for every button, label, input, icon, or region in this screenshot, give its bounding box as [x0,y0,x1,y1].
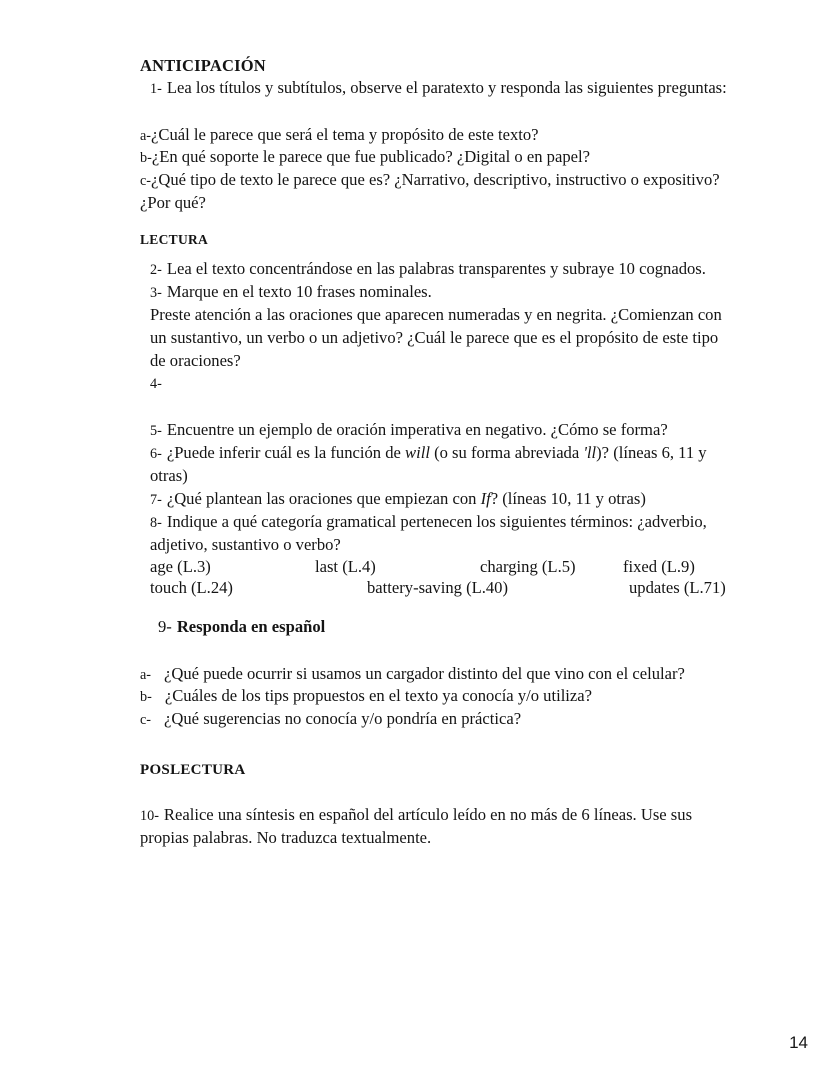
vocabulary-term: charging (L.5) [480,556,576,576]
spacer [140,639,732,663]
item-marker: 10- [140,807,159,824]
heading-poslectura: POSLECTURA [140,762,246,779]
vocabulary-term: fixed (L.9) [623,556,695,576]
item-text: ¿Cuál le parece que será el tema y propósito de este texto? [151,124,539,144]
item-marker: 2- [150,261,162,278]
item-emphasis-will: will [405,443,430,463]
item-emphasis-if: If [480,488,491,508]
lectura-item-8 [140,511,732,557]
spacer [140,215,732,232]
item-marker: 5- [150,423,162,440]
lectura-item-2 [140,258,732,281]
anticipacion-question-c [140,169,732,215]
vocabulary-term: touch (L.24) [150,577,233,597]
item-text: Realice una síntesis en español del artículo leído en no más de 6 líneas. Use sus propias palabras. No traduzca textualmente. [140,804,693,847]
item-text: Marque en el texto 10 frases nominales. [166,281,432,301]
vocabulary-term: last (L.4) [315,556,376,576]
item-marker: c- [140,173,152,190]
item-marker: 8- [150,514,162,531]
spacer [140,780,732,804]
item-marker: 9- [158,616,172,636]
responda-question-a [140,663,732,686]
lectura-item-4 [140,372,732,395]
spacer [140,249,732,258]
item-text-after: )? (líneas 6, 11 y otras) [150,443,707,486]
item-text: Responda en español [176,616,326,636]
anticipacion-intro [140,77,732,100]
item-text: Encuentre un ejemplo de oración imperativa en negativo. ¿Cómo se forma? [166,420,668,440]
document-body [140,56,732,850]
item-marker: c- [140,712,152,729]
anticipacion-question-a [140,124,732,147]
item-marker: 4- [150,376,162,393]
item-text: ¿Qué sugerencias no conocía y/o pondría en práctica? [164,709,522,729]
lectura-item-5 [140,419,732,442]
item-text: ¿Qué tipo de texto le parece que es? ¿Narrativo, descriptivo, instructivo o expositivo? ¿Por qué? [140,170,720,213]
item-text: Preste atención a las oraciones que aparecen numeradas y en negrita. ¿Comienzan con un sustantivo, un verbo o un adjetivo? ¿Cuál le parece que es el propósito de este tipo de oraciones? [150,304,722,370]
page-number: 14 [789,1033,808,1052]
vocabulary-row [140,557,732,578]
item-text-before: ¿Qué plantean las oraciones que empiezan con [166,488,481,508]
spacer [140,100,732,124]
responda-question-b [140,685,732,708]
item-marker: a- [140,666,152,683]
item-text: Lea los títulos y subtítulos, observe el paratexto y responda las siguientes preguntas: [166,77,727,97]
item-marker: 3- [150,284,162,301]
lectura-item-3 [140,281,732,304]
spacer [140,731,732,761]
heading-anticipacion: ANTICIPACIÓN [140,56,266,75]
item-marker: b- [140,150,152,167]
item-text: Indique a qué categoría gramatical pertenecen los siguientes términos: ¿adverbio, adjetivo, sustantivo o verbo? [150,511,707,554]
spacer [140,395,732,419]
item-text: ¿En qué soporte le parece que fue publicado? ¿Digital o en papel? [151,147,590,167]
item-marker: 1- [150,80,162,97]
lectura-item-9 [140,616,732,639]
poslectura-item-10 [140,804,732,850]
item-marker: 6- [150,446,162,463]
item-marker: 7- [150,491,162,508]
item-text: Lea el texto concentrándose en las palabras transparentes y subraye 10 cognados. [166,258,706,278]
heading-lectura: LECTURA [140,232,209,248]
vocabulary-row [140,578,732,599]
vocabulary-term: age (L.3) [150,556,211,576]
item-text-after: ? (líneas 10, 11 y otras) [490,488,646,508]
anticipacion-question-b [140,146,732,169]
spacer [140,599,732,616]
item-text-before: ¿Puede inferir cuál es la función de [166,443,406,463]
item-text: ¿Qué puede ocurrir si usamos un cargador distinto del que vino con el celular? [164,663,685,683]
vocabulary-term: battery-saving (L.40) [367,577,508,597]
lectura-item-7 [140,488,732,511]
vocabulary-term: updates (L.71) [629,577,726,597]
responda-question-c [140,708,732,731]
item-text-mid: (o su forma abreviada [429,443,584,463]
item-emphasis-ll: 'll [583,443,597,463]
item-marker: a- [140,127,152,144]
item-text: ¿Cuáles de los tips propuestos en el texto ya conocía y/o utiliza? [164,686,593,706]
item-marker: b- [140,689,152,706]
lectura-item-note [140,304,732,373]
lectura-item-6 [140,442,732,488]
